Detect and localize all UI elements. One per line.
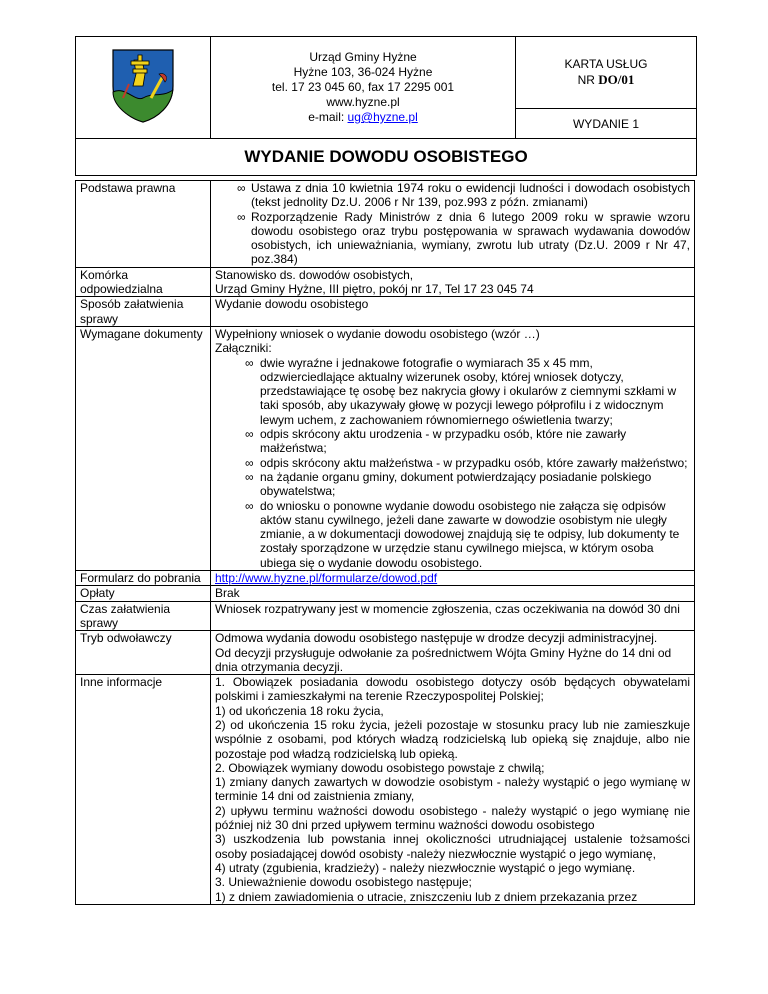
bullet-icon: ∞ [245,455,254,470]
coat-of-arms-logo [109,46,177,124]
label-fees: Opłaty [76,586,211,601]
label-time: Czas załatwienia sprawy [76,601,211,631]
logo-cell [76,37,211,139]
value-legal-basis [211,181,695,268]
label-form: Formularz do pobrania [76,571,211,586]
label-appeal: Tryb odwoławczy [76,631,211,675]
office-address-cell [211,37,516,139]
email-label: e-mail: [308,110,348,124]
legal-basis-list [215,181,690,267]
list-item: 1) z dniem zawiadomienia o utracie, zniszczeniu lub z dniem przekazania przez [215,889,638,904]
row-time [76,601,695,631]
form-download-link[interactable]: http://www.hyzne.pl/formularze/dowod.pdf [215,571,438,586]
bullet-icon: ∞ [245,427,254,442]
label-other: Inne informacje [76,675,211,905]
bullet-icon: ∞ [245,498,254,513]
card-number: DO/01 [598,72,635,88]
card-number-line [516,72,696,88]
list-item: 1) zmiany danych zawartych w dowodzie osobistym - należy wystąpić o jego wymianę w terminie 14 dni od zaistnienia zmiany, [215,775,690,804]
attachments-list [215,356,690,570]
value-other [211,675,695,905]
office-address: Hyżne 103, 36-024 Hyżne [293,65,433,79]
service-details-table [75,180,695,905]
office-phone: tel. 17 23 045 60, fax 17 2295 001 [271,80,455,94]
bullet-icon: ∞ [237,209,246,224]
edition-label: WYDANIE 1 [572,116,639,131]
list-item: 2) od ukończenia 15 roku życia, jeżeli pozostaje w stosunku pracy lub nie zamieszkuje wspólnie z osobami, pod których władzą rodzicielską lub opieką się znajduje, albo nie pozostaje pod władzą rodzicielską lub opieką. [215,717,690,761]
card-label: KARTA USŁUG [564,57,648,72]
value-appeal: Odmowa wydania dowodu osobistego następuje w drodze decyzji administracyjnej. Od decyzji przysługuje odwołanie za pośrednictwem Wójta Gminy Hyżne do 14 dni od dnia otrzymania decyzji. [211,631,695,675]
row-documents [76,326,695,570]
email-link[interactable]: ug@hyzne.pl [347,110,418,124]
bullet-icon: ∞ [245,469,254,484]
list-item: ∞ odpis skrócony aktu urodzenia - w przypadku osób, które nie zawarły małżeństwa; [245,427,627,456]
list-item: ∞ do wniosku o ponowne wydanie dowodu osobistego nie załącza się odpisów aktów stanu cywilnego, jeżeli dane zawarte w dowodzie osobistym nie uległy zmianie, a w dokumentacji dowodowej znajdują się te odpisy, lub dokumenty te zostały sporządzone w urzędzie stanu cywilnego miejsca, w którym osoba ubiega się o wydanie dowodu osobistego. [245,498,680,570]
label-unit: Komórka odpowiedzialna [76,267,211,297]
list-item: ∞ Rozporządzenie Rady Ministrów z dnia 6 lutego 2009 roku w sprawie wzoru dowodu osobistego oraz trybu postępowania w sprawach wydawania dowodów osobistych, ich unieważniania, wymiany, zwrotu lub utraty (Dz.U. 2009 r Nr 47, poz.384) [237,209,690,267]
document-title: WYDANIE DOWODU OSOBISTEGO [76,139,697,176]
list-item: ∞ odpis skrócony aktu małżeństwa - w przypadku osób, które zawarły małżeństwo; [245,455,688,470]
list-item: 2) upływu terminu ważności dowodu osobistego - należy wystąpić o jego wymianę nie później niż 30 dni przed upływem terminu ważności dowodu osobistego [215,803,690,833]
label-legal-basis: Podstawa prawna [76,181,211,268]
row-legal-basis [76,181,695,268]
list-item: 4) utraty (zgubienia, kradzieży) - należy niezwłocznie wystąpić o jego wymianę. [215,860,636,875]
list-item: ∞ dwie wyraźne i jednakowe fotografie o wymiarach 35 x 45 mm, odzwierciedlające aktualny wizerunek osoby, której wniosek dotyczy, przedstawiające tę osobę bez nakrycia głowy i okularów z ciemnymi szkłami w taki sposób, aby ukazywały głowę w pozycji lewego półprofilu i z widocznym lewym uchem, z zachowaniem równomiernego oświetlenia twarzy; [245,355,677,427]
value-form [211,571,695,586]
value-unit: Stanowisko ds. dowodów osobistych, Urząd Gminy Hyżne, III piętro, pokój nr 17, Tel 17 23 045 74 [211,267,695,297]
row-appeal [76,631,695,675]
value-fees: Brak [211,586,695,601]
row-other [76,675,695,905]
bullet-icon: ∞ [237,181,246,195]
office-name: Urząd Gminy Hyżne [309,50,417,64]
service-card-document [75,36,695,905]
label-method: Sposób załatwienia sprawy [76,297,211,327]
card-number-cell [516,37,697,109]
office-website: www.hyzne.pl [326,95,400,109]
list-item: 3) uszkodzenia lub powstania innej okoliczności utrudniającej ustalenie tożsamości osoby posiadającej dowód osobisty -należy niezwłocznie wystąpić o jego wymianę, [215,832,690,861]
office-email-line [211,110,515,125]
list-item: 2. Obowiązek wymiany dowodu osobistego powstaje z chwilą; [215,760,545,775]
list-item: 1) od ukończenia 18 roku życia, [215,703,384,718]
bullet-icon: ∞ [245,355,254,370]
value-method: Wydanie dowodu osobistego [211,297,695,327]
label-documents: Wymagane dokumenty [76,326,211,570]
list-item: 3. Unieważnienie dowodu osobistego następuje; [215,875,472,890]
list-item: ∞ na żądanie organu gminy, dokument potwierdzający posiadanie polskiego obywatelstwa; [245,469,652,499]
list-item: 1. Obowiązek posiadania dowodu osobistego dotyczy osób będących obywatelami polskimi i zamieszkałymi na terenie Rzeczypospolitej Polskiej; [215,675,690,704]
row-unit [76,267,695,297]
value-documents: Wypełniony wniosek o wydanie dowodu osobistego (wzór …) Załączniki: ∞ dwie wyraźne i jednakowe fotografie o wymiarach 35 x 45 mm, odzwierciedlające aktualny wizerunek osoby, której wniosek dotyczy, przedstawiające tę osobę bez nakrycia głowy i okularów z ciemnymi szkłami w taki sposób, aby ukazywały głowę w pozycji lewego półprofilu i z widocznym lewym uchem, z zachowaniem równomiernego oświetlenia twarzy; ∞ odpis skrócony aktu urodzenia - w przypadku osób, które nie zawarły małżeństwa; ∞ odpis skrócony aktu małżeństwa - w przypadku osób, które zawarły małżeństwo; ∞ na żądanie organu gminy, dokument potwierdzający posiadanie polskiego obywatelstwa; ∞ do wniosku o ponowne wydanie dowodu osobistego nie załącza się odpisów aktów stanu cywilnego, jeżeli dane zawarte w dowodzie osobistym nie uległy zmianie, a w dokumentacji dowodowej znajdują się te odpisy, lub dokumenty te zostały sporządzone w urzędzie stanu cywilnego miejsca, w którym osoba ubiega się o wydanie dowodu osobistego. [211,326,695,570]
row-form [76,571,695,586]
list-item: ∞ Ustawa z dnia 10 kwietnia 1974 roku o ewidencji ludności i dowodach osobistych (tekst jednolity Dz.U. 2006 r Nr 139, poz.993 z późn. zmianami) [237,181,690,210]
card-nr-label: NR [577,73,599,88]
row-fees [76,586,695,601]
edition-cell [516,109,697,139]
header-table [75,36,697,176]
value-time: Wniosek rozpatrywany jest w momencie zgłoszenia, czas oczekiwania na dowód 30 dni [211,601,695,631]
row-method [76,297,695,327]
